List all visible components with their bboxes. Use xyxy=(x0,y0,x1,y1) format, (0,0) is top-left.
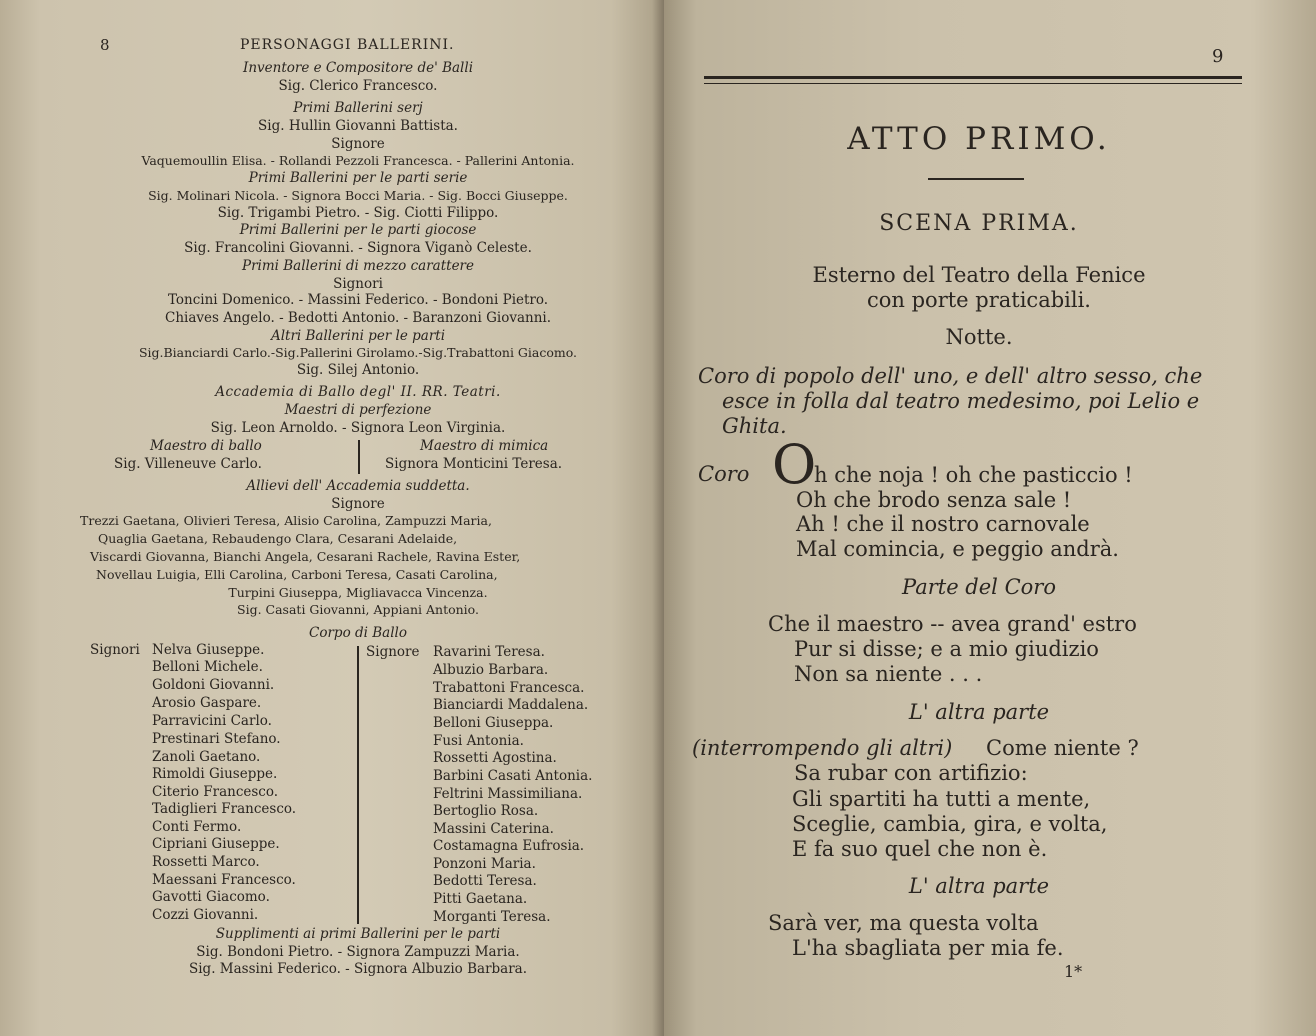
section-heading: Primi Ballerini di mezzo carattere xyxy=(241,258,474,274)
section-heading: Maestro di mimica xyxy=(420,438,549,454)
top-rule xyxy=(704,76,1242,79)
person-line: Sig. Leon Arnoldo. - Signora Leon Virginia. xyxy=(210,420,506,436)
section-heading: Maestri di perfezione xyxy=(284,402,432,418)
scene-title: SCENA PRIMA. xyxy=(879,211,1079,236)
list-item: Ravarini Teresa. xyxy=(433,644,545,660)
verse-line: Sa rubar con artifizio: xyxy=(794,761,1028,785)
running-head: PERSONAGGI BALLERINI. xyxy=(240,37,455,53)
setting-line: con porte praticabili. xyxy=(867,288,1091,312)
list-item: Arosio Gaspare. xyxy=(152,695,262,711)
section-heading: Altri Ballerini per le parti xyxy=(270,328,446,344)
list-item: Citerio Francesco. xyxy=(152,784,279,800)
person-line: Chiaves Angelo. - Bedotti Antonio. - Baranzoni Giovanni. xyxy=(164,310,552,326)
verse-line: Ah ! che il nostro carnovale xyxy=(796,512,1090,536)
list-item: Goldoni Giovanni. xyxy=(152,677,275,693)
stage-direction: Coro di popolo dell' uno, e dell' altro sesso, che xyxy=(698,364,1203,388)
list-item: Rossetti Agostina. xyxy=(433,750,557,766)
section-heading: Corpo di Ballo xyxy=(309,625,407,641)
list-item: Ponzoni Maria. xyxy=(433,856,536,872)
verse-line: Gli spartiti ha tutti a mente, xyxy=(792,787,1091,811)
person-line: Turpini Giuseppa, Migliavacca Vincenza. xyxy=(228,585,488,600)
signature-mark: 1* xyxy=(1064,962,1083,981)
stage-direction: esce in folla dal teatro medesimo, poi Lelio e xyxy=(722,389,1200,413)
list-item: Fusi Antonia. xyxy=(433,733,524,749)
list-item: Parravicini Carlo. xyxy=(152,713,272,729)
stage-direction: Ghita. xyxy=(722,414,787,438)
list-item: Costamagna Eufrosia. xyxy=(433,838,585,854)
column-header: Signore xyxy=(366,644,420,660)
person-line: Sig. Massini Federico. - Signora Albuzio Barbara. xyxy=(188,961,528,977)
verse-line: Sarà ver, ma questa volta xyxy=(768,911,1039,935)
verse-line: Che il maestro -- avea grand' estro xyxy=(768,612,1137,636)
speaker-label: Coro xyxy=(698,462,750,486)
page-number: 8 xyxy=(100,36,110,54)
list-item: Massini Caterina. xyxy=(433,821,554,837)
verse-line: Pur si disse; e a mio giudizio xyxy=(794,637,1099,661)
section-heading: Allievi dell' Accademia suddetta. xyxy=(246,478,470,494)
person-line: Novellau Luigia, Elli Carolina, Carboni Teresa, Casati Carolina, xyxy=(96,567,498,582)
list-item: Bedotti Teresa. xyxy=(433,873,537,889)
column-divider xyxy=(358,440,360,474)
list-item: Rossetti Marco. xyxy=(152,854,260,870)
list-item: Prestinari Stefano. xyxy=(152,731,281,747)
verse-line: Non sa niente . . . xyxy=(794,662,983,686)
verse-line: Mal comincia, e peggio andrà. xyxy=(796,537,1119,561)
person-line: Viscardi Giovanna, Bianchi Angela, Cesarani Rachele, Ravina Ester, xyxy=(90,549,521,564)
list-item: Cozzi Giovanni. xyxy=(152,907,259,923)
list-item: Cipriani Giuseppe. xyxy=(152,836,280,852)
title-rule xyxy=(928,178,1024,180)
person-line: Quaglia Gaetana, Rebaudengo Clara, Cesarani Adelaide, xyxy=(98,531,458,546)
person-line: Trezzi Gaetana, Olivieri Teresa, Alisio Carolina, Zampuzzi Maria, xyxy=(80,513,492,528)
verse-line: E fa suo quel che non è. xyxy=(792,837,1048,861)
subheading: Signore xyxy=(331,136,385,152)
section-heading: Accademia di Ballo degl' II. RR. Teatri. xyxy=(215,384,501,400)
act-title: ATTO PRIMO. xyxy=(847,121,1111,157)
list-item: Maessani Francesco. xyxy=(152,872,296,888)
person-line: Sig. Clerico Francesco. xyxy=(278,78,438,94)
column-divider xyxy=(357,646,359,924)
speaker-heading: L' altra parte xyxy=(908,874,1050,898)
list-item: Gavotti Giacomo. xyxy=(152,889,270,905)
drop-capital: O xyxy=(772,433,817,496)
person-line: Signora Monticini Teresa. xyxy=(385,456,563,472)
verse-line: Oh che brodo senza sale ! xyxy=(796,488,1072,512)
section-heading: Primi Ballerini per le parti serie xyxy=(248,170,468,186)
person-line: Sig. Trigambi Pietro. - Sig. Ciotti Filippo. xyxy=(217,205,499,221)
list-item: Albuzio Barbara. xyxy=(433,662,549,678)
list-item: Barbini Casati Antonia. xyxy=(433,768,593,784)
list-item: Bertoglio Rosa. xyxy=(433,803,539,819)
list-item: Belloni Giuseppa. xyxy=(433,715,554,731)
section-heading: Maestro di ballo xyxy=(150,438,262,454)
person-line: Sig. Francolini Giovanni. - Signora Viganò Celeste. xyxy=(184,240,532,256)
list-item: Bianciardi Maddalena. xyxy=(433,697,589,713)
person-line: Toncini Domenico. - Massini Federico. - Bondoni Pietro. xyxy=(167,292,549,308)
setting-line: Esterno del Teatro della Fenice xyxy=(812,263,1146,287)
speaker-heading: L' altra parte xyxy=(908,700,1050,724)
person-line: Sig. Villeneuve Carlo. xyxy=(114,456,262,472)
setting-line: Notte. xyxy=(945,325,1013,349)
subheading: Signore xyxy=(331,496,385,512)
person-line: Sig. Bondoni Pietro. - Signora Zampuzzi Maria. xyxy=(196,944,520,960)
right-page xyxy=(664,0,1316,1036)
verse-line: Come niente ? xyxy=(986,736,1139,760)
person-line: Sig. Silej Antonio. xyxy=(296,362,420,378)
person-line: Sig. Molinari Nicola. - Signora Bocci Maria. - Sig. Bocci Giuseppe. xyxy=(148,188,568,203)
verse-line: L'ha sbagliata per mia fe. xyxy=(792,936,1064,960)
list-item: Conti Fermo. xyxy=(152,819,242,835)
subheading: Signori xyxy=(333,276,383,292)
person-line: Vaquemoullin Elisa. - Rollandi Pezzoli Francesca. - Pallerini Antonia. xyxy=(141,153,575,168)
column-header: Signori xyxy=(90,642,140,658)
page-number: 9 xyxy=(1212,46,1224,67)
stage-direction: (interrompendo gli altri) xyxy=(692,736,953,760)
list-item: Feltrini Massimiliana. xyxy=(433,786,583,802)
list-item: Pitti Gaetana. xyxy=(433,891,528,907)
verse-line: h che noja ! oh che pasticcio ! xyxy=(814,463,1133,487)
section-heading: Inventore e Compositore de' Balli xyxy=(242,60,474,76)
list-item: Morganti Teresa. xyxy=(433,909,551,925)
speaker-heading: Parte del Coro xyxy=(902,575,1056,599)
list-item: Tadiglieri Francesco. xyxy=(152,801,297,817)
person-line: Sig.Bianciardi Carlo.-Sig.Pallerini Girolamo.-Sig.Trabattoni Giacomo. xyxy=(138,345,578,360)
top-rule-thin xyxy=(704,83,1242,84)
verse-line: Sceglie, cambia, gira, e volta, xyxy=(792,812,1108,836)
section-heading: Primi Ballerini per le parti giocose xyxy=(239,222,477,238)
section-heading: Supplimenti ai primi Ballerini per le parti xyxy=(215,926,501,942)
list-item: Rimoldi Giuseppe. xyxy=(152,766,278,782)
list-item: Belloni Michele. xyxy=(152,659,263,675)
section-heading: Primi Ballerini serj xyxy=(293,100,423,116)
list-item: Zanoli Gaetano. xyxy=(152,749,261,765)
list-item: Nelva Giuseppe. xyxy=(152,642,265,658)
person-line: Sig. Casati Giovanni, Appiani Antonio. xyxy=(237,602,479,617)
list-item: Trabattoni Francesca. xyxy=(433,680,585,696)
person-line: Sig. Hullin Giovanni Battista. xyxy=(258,118,458,134)
